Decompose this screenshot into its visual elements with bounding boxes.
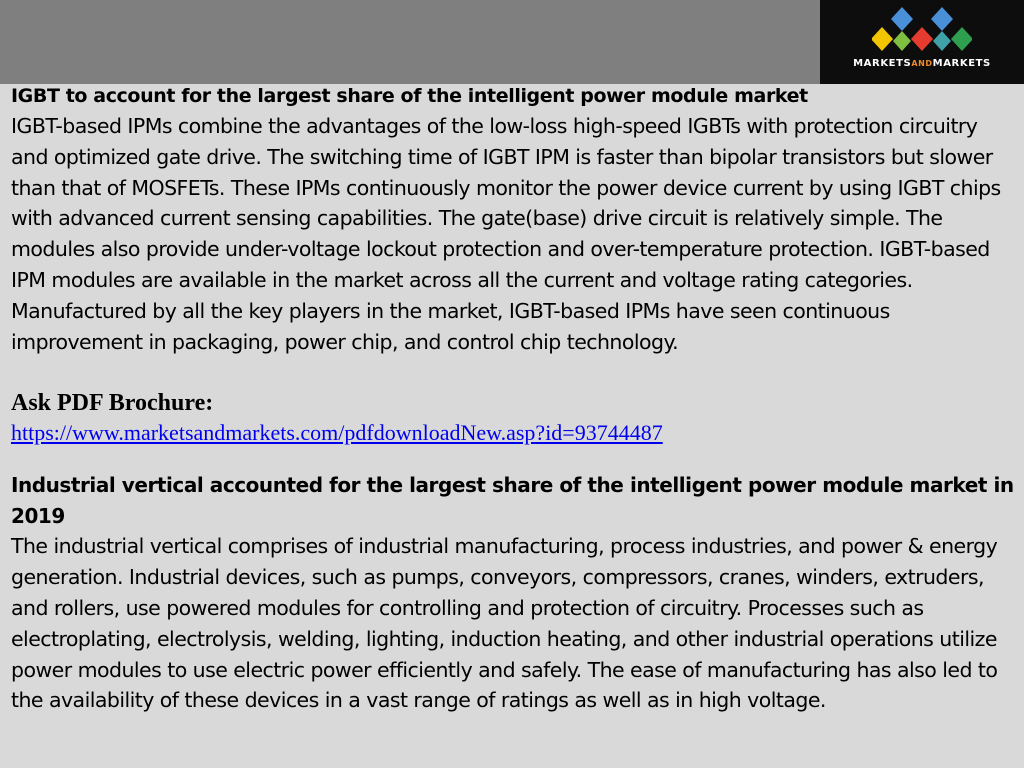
spacer [11, 448, 1017, 470]
slide-content [11, 82, 1017, 716]
spacer [11, 357, 1017, 388]
brochure-link[interactable]: https://www.marketsandmarkets.com/pdfdownloadNew.asp?id=93744487 [11, 420, 663, 446]
brochure-label: Ask PDF Brochure: [11, 390, 214, 417]
section2-body: The industrial vertical comprises of industrial manufacturing, process industries, and power & energy generation. Industrial devices, such as pumps, conveyors, compressors, cranes, winders, extruders, and rollers, use powered modules for controlling and protection of circuitry. Processes such as electroplating, electrolysis, welding, lighting, induction heating, and other industrial operations utilize power modules to use electric power efficiently and safely. The ease of manufacturing has also led to the availability of these devices in a vast range of ratings as well as in high voltage. [11, 534, 998, 713]
diamonds-logo-icon [872, 5, 972, 57]
diamond-inner-right-icon [933, 31, 951, 51]
diamond-mid-center-icon [911, 27, 933, 51]
diamond-inner-left-icon [893, 31, 911, 51]
section2-heading: Industrial vertical accounted for the largest share of the intelligent power module market in 2019 [11, 473, 1014, 528]
company-logo [820, 0, 1024, 84]
diamond-mid-right-icon [951, 27, 972, 51]
diamond-mid-left-icon [872, 27, 893, 51]
section1-heading: IGBT to account for the largest share of the intelligent power module market [11, 85, 808, 107]
logo-wordmark: MARKETSANDMARKETS [853, 58, 991, 69]
diamond-top-right-icon [931, 7, 953, 31]
section1-body: IGBT-based IPMs combine the advantages of the low-loss high-speed IGBTs with protection circuitry and optimized gate drive. The switching time of IGBT IPM is faster than bipolar transistors but slower than that of MOSFETs. These IPMs continuously monitor the power device current by using IGBT chips with advanced current sensing capabilities. The gate(base) drive circuit is relatively simple. The modules also provide under-voltage lockout protection and over-temperature protection. IGBT-based IPM modules are available in the market across all the current and voltage rating categories. Manufactured by all the key players in the market, IGBT-based IPMs have seen continuous improvement in packaging, power chip, and control chip technology. [11, 114, 1001, 354]
diamond-top-left-icon [891, 7, 913, 31]
